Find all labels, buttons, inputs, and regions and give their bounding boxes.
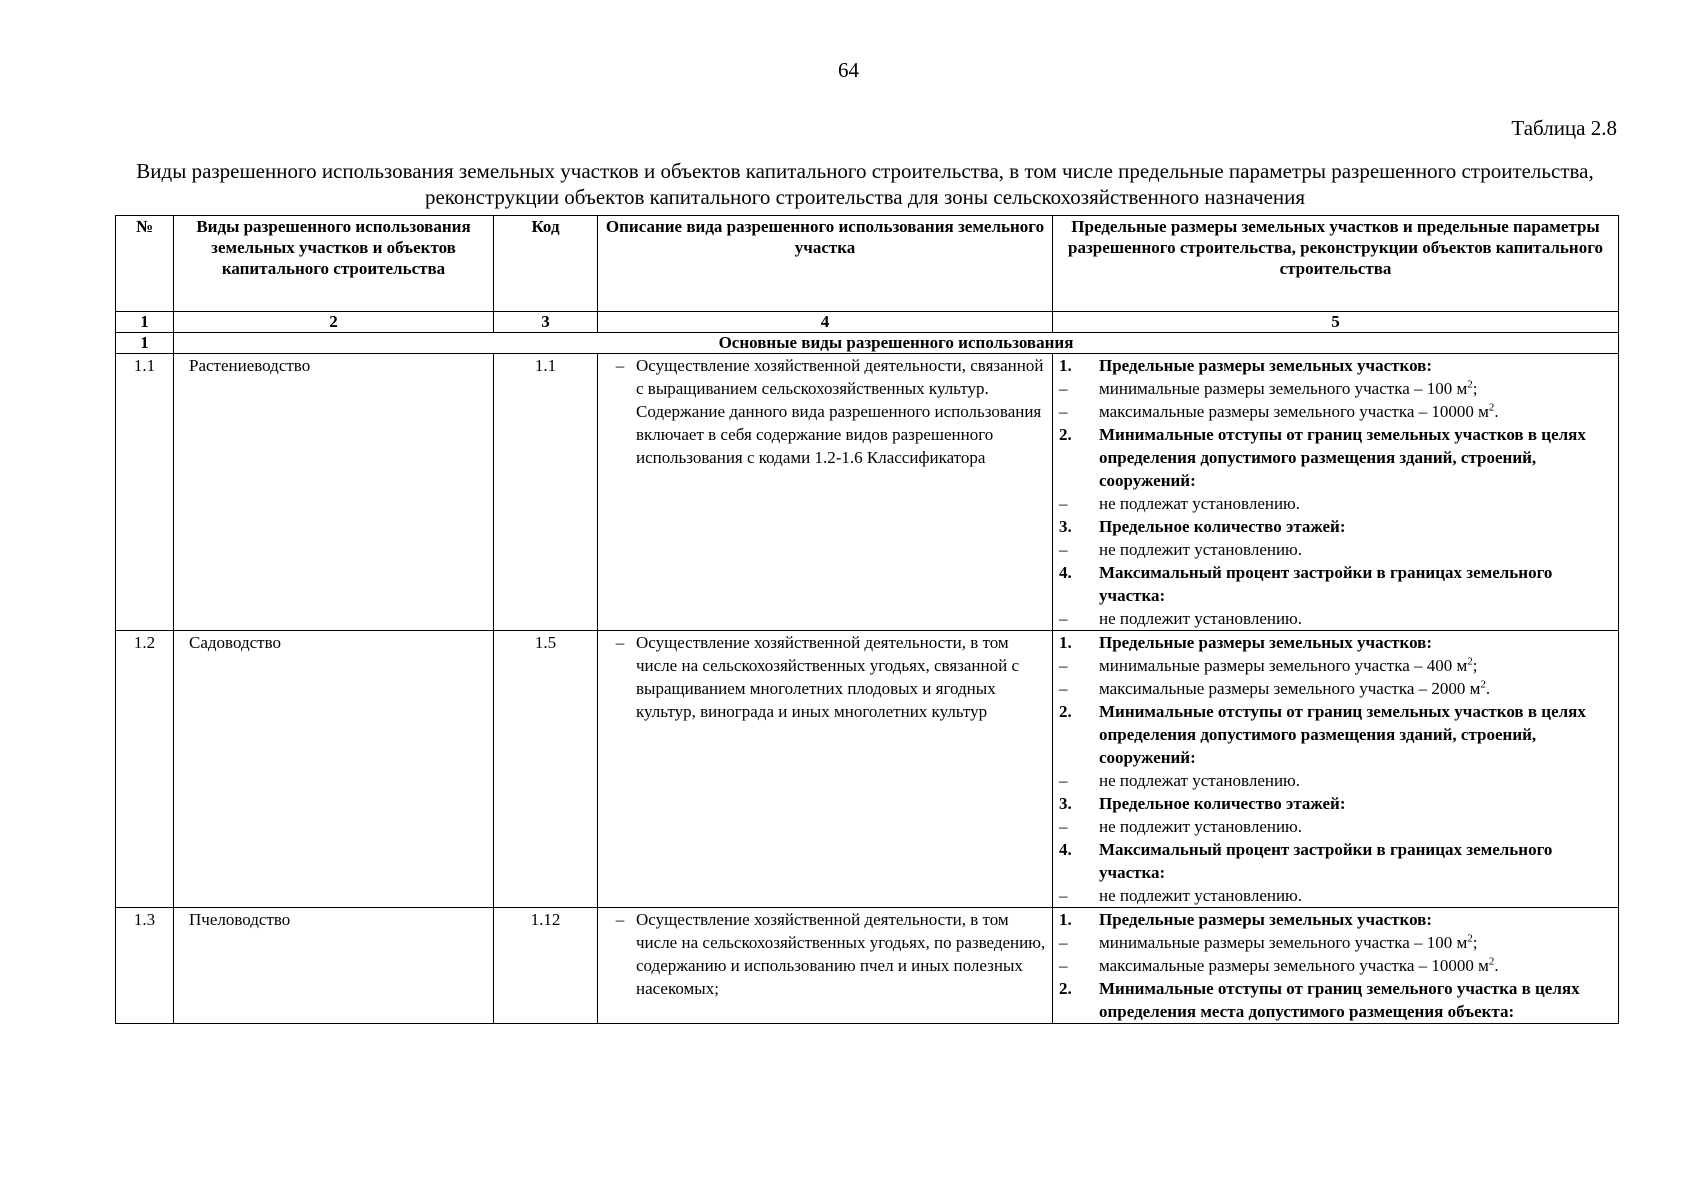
column-number: 2	[174, 312, 494, 333]
dash-marker: –	[615, 356, 625, 375]
description-text: Осуществление хозяйственной деятельности, в том числе на сельскохозяйственных угодьях, связанной с выращиванием многолетних плодовых и ягодных культур, винограда и иных многолетних культур	[636, 633, 1020, 721]
table-row	[116, 354, 1619, 631]
row-code: 1.12	[494, 908, 598, 1024]
document-title: Виды разрешенного использования земельных участков и объектов капитального строительства, в том числе предельные параметры разрешенного строительства, реконструкции объектов капитального строительства для зоны сельскохозяйственного назначения	[136, 159, 1594, 209]
row-type: Пчеловодство	[174, 908, 494, 1024]
list-number: 1.	[1059, 356, 1072, 375]
param-item: максимальные размеры земельного участка – 2000 $м^2$.	[1099, 678, 1491, 698]
table-header-row	[116, 216, 1619, 312]
param-heading: Минимальные отступы от границ земельных участков в целях определения допустимого размещения зданий, строений, сооружений:	[1099, 702, 1586, 767]
header-type: Виды разрешенного использования земельных участков и объектов капитального строительства	[174, 216, 494, 312]
param-item: не подлежит установлению.	[1099, 540, 1303, 559]
row-description	[598, 631, 1053, 908]
dash-marker: –	[1059, 656, 1068, 675]
column-number: 3	[494, 312, 598, 333]
param-item: максимальные размеры земельного участка – 10000 $м^2$.	[1099, 401, 1499, 421]
column-number: 4	[598, 312, 1053, 333]
column-number: 5	[1053, 312, 1619, 333]
header-num: №	[116, 216, 174, 312]
dash-marker: –	[615, 910, 625, 929]
list-number: 2.	[1059, 425, 1072, 444]
param-heading: Минимальные отступы от границ земельных участков в целях определения допустимого размещения зданий, строений, сооружений:	[1099, 425, 1586, 490]
row-description	[598, 908, 1053, 1024]
row-description	[598, 354, 1053, 631]
dash-marker: –	[1059, 886, 1068, 905]
dash-marker: –	[1059, 771, 1068, 790]
row-type: Садоводство	[174, 631, 494, 908]
header-desc: Описание вида разрешенного использования земельного участка	[598, 216, 1053, 312]
table-label: Таблица 2.8	[1511, 116, 1617, 140]
description-text: Осуществление хозяйственной деятельности, в том числе на сельскохозяйственных угодьях, по разведению, содержанию и использованию пчел и иных полезных насекомых;	[636, 910, 1046, 998]
list-number: 1.	[1059, 633, 1072, 652]
table-row	[116, 908, 1619, 1024]
list-number: 3.	[1059, 517, 1072, 536]
dash-marker: –	[1059, 679, 1068, 698]
param-heading: Предельное количество этажей:	[1099, 517, 1346, 536]
row-params	[1053, 354, 1619, 631]
row-code: 1.1	[494, 354, 598, 631]
param-heading: Предельное количество этажей:	[1099, 794, 1346, 813]
param-heading: Предельные размеры земельных участков:	[1099, 633, 1433, 652]
section-title: Основные виды разрешенного использования	[174, 333, 1619, 354]
param-item: максимальные размеры земельного участка – 10000 $м^2$.	[1099, 955, 1499, 975]
dash-marker: –	[1059, 817, 1068, 836]
param-heading: Минимальные отступы от границ земельного участка в целях определения места допустимого размещения объекта:	[1099, 979, 1580, 1021]
dash-marker: –	[615, 633, 625, 652]
param-item: минимальные размеры земельного участка – 100 $м^2$;	[1099, 932, 1478, 952]
row-number: 1.2	[116, 631, 174, 908]
table-row	[116, 631, 1619, 908]
dash-marker: –	[1059, 933, 1068, 952]
section-row	[116, 333, 1619, 354]
column-number: 1	[116, 312, 174, 333]
row-number: 1.3	[116, 908, 174, 1024]
description-text: Осуществление хозяйственной деятельности, связанной с выращиванием сельскохозяйственных культур. Содержание данного вида разрешенного использования включает в себя содержание видов разрешенного использования с кодами 1.2-1.6 Классификатора	[636, 356, 1044, 467]
dash-marker: –	[1059, 956, 1068, 975]
row-type: Растениеводство	[174, 354, 494, 631]
dash-marker: –	[1059, 402, 1068, 421]
page-number: 64	[838, 58, 859, 82]
param-item: не подлежат установлению.	[1099, 494, 1301, 513]
list-number: 4.	[1059, 563, 1072, 582]
row-params	[1053, 908, 1619, 1024]
param-item: минимальные размеры земельного участка – 100 $м^2$;	[1099, 378, 1478, 398]
list-number: 2.	[1059, 979, 1072, 998]
header-params: Предельные размеры земельных участков и предельные параметры разрешенного строительства, реконструкции объектов капитального строительства	[1053, 216, 1619, 312]
param-heading: Предельные размеры земельных участков:	[1099, 910, 1433, 929]
param-item: минимальные размеры земельного участка – 400 $м^2$;	[1099, 655, 1478, 675]
list-number: 4.	[1059, 840, 1072, 859]
param-item: не подлежит установлению.	[1099, 609, 1303, 628]
land-use-table	[115, 215, 1619, 1024]
list-number: 2.	[1059, 702, 1072, 721]
param-item: не подлежит установлению.	[1099, 817, 1303, 836]
param-heading: Предельные размеры земельных участков:	[1099, 356, 1433, 375]
row-number: 1.1	[116, 354, 174, 631]
column-number-row	[116, 312, 1619, 333]
param-item: не подлежат установлению.	[1099, 771, 1301, 790]
param-heading: Максимальный процент застройки в границах земельного участка:	[1099, 563, 1553, 605]
row-code: 1.5	[494, 631, 598, 908]
row-params	[1053, 631, 1619, 908]
param-item: не подлежит установлению.	[1099, 886, 1303, 905]
dash-marker: –	[1059, 540, 1068, 559]
dash-marker: –	[1059, 379, 1068, 398]
list-number: 1.	[1059, 910, 1072, 929]
header-code: Код	[494, 216, 598, 312]
dash-marker: –	[1059, 609, 1068, 628]
dash-marker: –	[1059, 494, 1068, 513]
list-number: 3.	[1059, 794, 1072, 813]
section-number: 1	[116, 333, 174, 354]
param-heading: Максимальный процент застройки в границах земельного участка:	[1099, 840, 1553, 882]
